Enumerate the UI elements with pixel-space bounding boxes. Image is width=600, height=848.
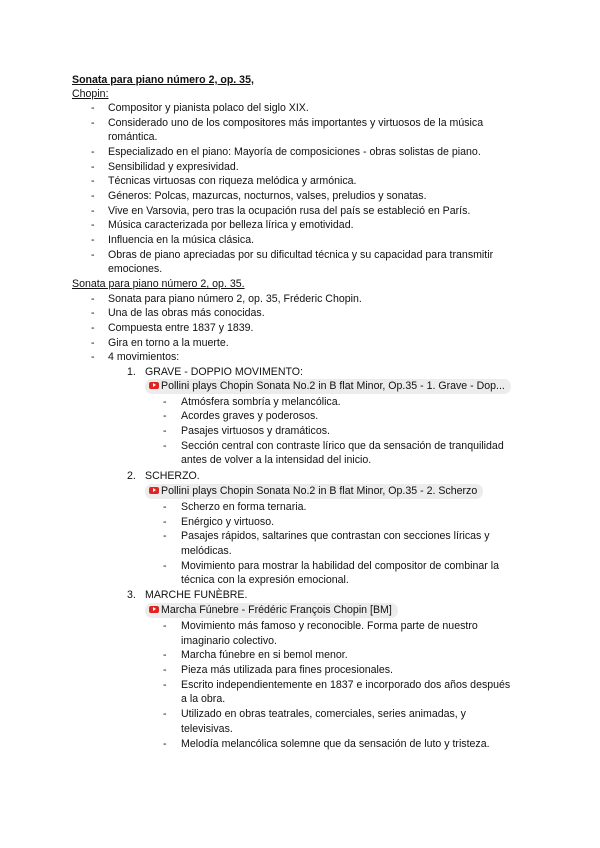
list-item: Técnicas virtuosas con riqueza melódica y armónica. [108, 175, 357, 187]
list-item: Considerado uno de los compositores más importantes y virtuosos de la música [108, 117, 484, 129]
bullet-dash: - [91, 161, 95, 173]
list-item-continuation: a la obra. [181, 693, 226, 705]
bullet-dash: - [91, 205, 95, 217]
list-item: Influencia en la música clásica. [108, 234, 255, 246]
bullet-dash: - [91, 219, 95, 231]
movement-title: MARCHE FUNÈBRE. [145, 589, 248, 601]
list-item: Especializado en el piano: Mayoría de composiciones - obras solistas de piano. [108, 146, 481, 158]
section-heading-sonata: Sonata para piano número 2, op. 35. [72, 278, 245, 290]
bullet-dash: - [91, 175, 95, 187]
list-item: Escrito independientemente en 1837 e incorporado dos años después [181, 679, 511, 691]
section-heading-chopin: Chopin: [72, 88, 109, 100]
list-item: Géneros: Polcas, mazurcas, nocturnos, valses, preludios y sonatas. [108, 190, 427, 202]
bullet-dash: - [163, 425, 167, 437]
list-item: Utilizado en obras teatrales, comerciales, series animadas, y [181, 708, 466, 720]
list-item: Pasajes rápidos, saltarines que contrastan con secciones líricas y [181, 530, 490, 542]
youtube-icon [149, 606, 159, 613]
bullet-dash: - [163, 530, 167, 542]
list-item-continuation: emociones. [108, 263, 163, 275]
bullet-dash: - [91, 234, 95, 246]
video-link-label: Pollini plays Chopin Sonata No.2 in B flat Minor, Op.35 - 1. Grave - Dop... [161, 380, 505, 392]
bullet-dash: - [163, 738, 167, 750]
bullet-dash: - [91, 146, 95, 158]
bullet-dash: - [163, 708, 167, 720]
list-item: Una de las obras más conocidas. [108, 307, 265, 319]
bullet-dash: - [91, 322, 95, 334]
list-item: Movimiento más famoso y reconocible. Forma parte de nuestro [181, 620, 478, 632]
movement-number: 1. [127, 366, 136, 378]
bullet-dash: - [91, 102, 95, 114]
bullet-dash: - [91, 190, 95, 202]
video-link-label: Marcha Fúnebre - Frédéric François Chopin [BM] [161, 604, 392, 616]
list-item: Scherzo en forma ternaria. [181, 501, 307, 513]
list-item-continuation: técnica con la expresión emocional. [181, 574, 349, 586]
bullet-dash: - [163, 396, 167, 408]
list-item: Gira en torno a la muerte. [108, 337, 229, 349]
list-item: Atmósfera sombría y melancólica. [181, 396, 341, 408]
youtube-icon [149, 487, 159, 494]
list-item: Compositor y pianista polaco del siglo XIX. [108, 102, 309, 114]
list-item: Compuesta entre 1837 y 1839. [108, 322, 254, 334]
bullet-dash: - [91, 351, 95, 363]
bullet-dash: - [163, 649, 167, 661]
video-link-label: Pollini plays Chopin Sonata No.2 in B flat Minor, Op.35 - 2. Scherzo [161, 485, 478, 497]
bullet-dash: - [163, 440, 167, 452]
bullet-dash: - [91, 337, 95, 349]
video-link-chip[interactable] [145, 484, 483, 499]
list-item: Vive en Varsovia, pero tras la ocupación rusa del país se estableció en París. [108, 205, 471, 217]
bullet-dash: - [163, 410, 167, 422]
bullet-dash: - [91, 307, 95, 319]
list-item: Música caracterizada por belleza lírica y emotividad. [108, 219, 354, 231]
movement-number: 3. [127, 589, 136, 601]
bullet-dash: - [91, 249, 95, 261]
bullet-dash: - [163, 560, 167, 572]
bullet-dash: - [163, 679, 167, 691]
list-item-continuation: televisivas. [181, 723, 233, 735]
bullet-dash: - [91, 117, 95, 129]
bullet-dash: - [163, 516, 167, 528]
bullet-dash: - [163, 620, 167, 632]
list-item: Movimiento para mostrar la habilidad del compositor de combinar la [181, 560, 499, 572]
bullet-dash: - [163, 664, 167, 676]
movement-title: SCHERZO. [145, 470, 200, 482]
list-item: Marcha fúnebre en si bemol menor. [181, 649, 348, 661]
list-item-continuation: imaginario colectivo. [181, 635, 277, 647]
video-link-chip[interactable] [145, 379, 511, 394]
video-link-chip[interactable] [145, 603, 398, 618]
list-item: Sonata para piano número 2, op. 35, Fréderic Chopin. [108, 293, 362, 305]
list-item: Obras de piano apreciadas por su dificultad técnica y su capacidad para transmitir [108, 249, 494, 261]
bullet-dash: - [163, 501, 167, 513]
bullet-dash: - [91, 293, 95, 305]
list-item-continuation: melódicas. [181, 545, 232, 557]
list-item: Acordes graves y poderosos. [181, 410, 319, 422]
list-item: Melodía melancólica solemne que da sensación de luto y tristeza. [181, 738, 490, 750]
page-title: Sonata para piano número 2, op. 35, [72, 74, 254, 86]
list-item: Sección central con contraste lírico que da sensación de tranquilidad [181, 440, 504, 452]
list-item: 4 movimientos: [108, 351, 180, 363]
list-item: Pieza más utilizada para fines procesionales. [181, 664, 393, 676]
youtube-icon [149, 382, 159, 389]
list-item-continuation: antes de volver a la intensidad del inicio. [181, 454, 372, 466]
movement-title: GRAVE - DOPPIO MOVIMENTO: [145, 366, 303, 378]
movement-number: 2. [127, 470, 136, 482]
list-item: Sensibilidad y expresividad. [108, 161, 239, 173]
list-item: Enérgico y virtuoso. [181, 516, 275, 528]
list-item: Pasajes virtuosos y dramáticos. [181, 425, 330, 437]
list-item-continuation: romántica. [108, 131, 158, 143]
